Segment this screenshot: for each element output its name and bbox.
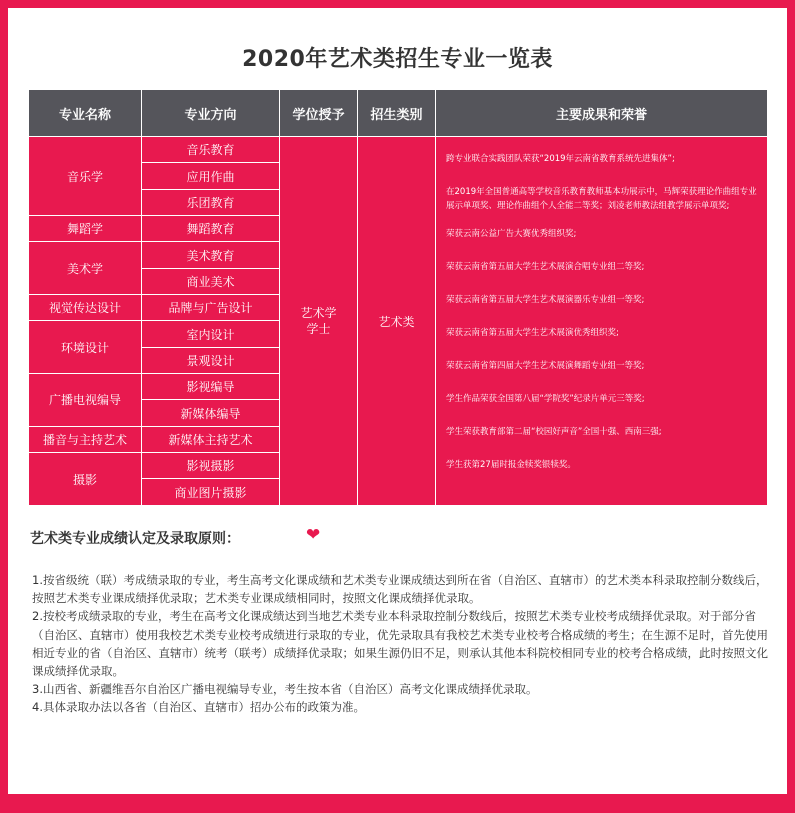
achievement-item: 跨专业联合实践团队荣获“2019年云南省教育系统先进集体”; (446, 154, 675, 164)
direction-cell: 音乐教育 (142, 137, 280, 163)
heart-icon: ❤ (306, 525, 321, 545)
major-name-cell: 广播电视编导 (29, 374, 142, 427)
direction-cell: 影视编导 (142, 374, 280, 400)
achievement-item: 在2019年全国普通高等学校音乐教育教师基本功展示中，马辉荣获理论作曲组专业展示单项奖、理论作曲组个人全能二等奖；刘凌老师教法组教学展示单项奖; (446, 187, 757, 211)
major-name-cell: 播音与主持艺术 (29, 426, 142, 452)
achievement-item: 荣获云南省第四届大学生艺术展演舞蹈专业组一等奖; (446, 361, 645, 371)
direction-cell: 新媒体编导 (142, 400, 280, 426)
principle-item: 3.山西省、新疆维吾尔自治区广播电视编导专业，考生按本省（自治区）高考文化课成绩择优录取。 (32, 682, 538, 697)
direction-cell: 新媒体主持艺术 (142, 426, 280, 452)
direction-cell: 室内设计 (142, 321, 280, 347)
achievement-item: 荣获云南公益广告大赛优秀组织奖; (446, 229, 577, 239)
header-major-name: 专业名称 (29, 90, 142, 137)
category-cell: 艺术类 (358, 137, 436, 506)
achievement-item: 学生荣获教育部第二届“校园好声音”全国十强、西南三强; (446, 427, 662, 437)
degree-line-1: 艺术学 (300, 306, 337, 320)
achievement-item: 荣获云南省第五届大学生艺术展演合唱专业组二等奖; (446, 262, 645, 272)
direction-cell: 品牌与广告设计 (142, 295, 280, 321)
direction-cell: 应用作曲 (142, 163, 280, 189)
header-category: 招生类别 (358, 90, 436, 137)
header-achievements: 主要成果和荣誉 (436, 90, 768, 137)
major-name-cell: 摄影 (29, 453, 142, 506)
principles-heading: 艺术类专业成绩认定及录取原则： (30, 531, 240, 547)
direction-cell: 商业美术 (142, 268, 280, 294)
achievement-item: 荣获云南省第五届大学生艺术展演优秀组织奖; (446, 328, 619, 338)
major-name-cell: 舞蹈学 (29, 216, 142, 242)
principle-item: 1.按省级统（联）考成绩录取的专业，考生高考文化课成绩和艺术类专业课成绩达到所在省（自治区、直辖市）的艺术类本科录取控制分数线后，按照艺术类专业课成绩择优录取；艺术类专业课成绩相同时，按照文化课成绩择优录取。 (32, 573, 768, 606)
page-title: 2020年艺术类招生专业一览表 (242, 47, 553, 72)
degree-cell (280, 137, 358, 506)
principles-list (32, 571, 770, 717)
achievement-item: 学生作品荣获全国第八届“学院奖”纪录片单元三等奖; (446, 394, 645, 404)
major-name-cell: 美术学 (29, 242, 142, 295)
major-name-cell: 环境设计 (29, 321, 142, 374)
achievements-cell (436, 137, 768, 506)
header-direction: 专业方向 (142, 90, 280, 137)
direction-cell: 乐团教育 (142, 189, 280, 215)
table-header-row (29, 90, 768, 137)
table-row (29, 137, 768, 163)
principle-item: 4.具体录取办法以各省（自治区、直辖市）招办公布的政策为准。 (32, 700, 365, 715)
major-name-cell: 音乐学 (29, 137, 142, 216)
achievement-item: 荣获云南省第五届大学生艺术展演器乐专业组一等奖; (446, 295, 645, 305)
direction-cell: 商业图片摄影 (142, 479, 280, 506)
majors-table (28, 89, 768, 506)
major-name-cell: 视觉传达设计 (29, 295, 142, 321)
header-degree: 学位授予 (280, 90, 358, 137)
principle-item: 2.按校考成绩录取的专业，考生在高考文化课成绩达到当地艺术类专业本科录取控制分数线后，按照艺术类专业校考成绩择优录取。对于部分省（自治区、直辖市）使用我校艺术类专业校考成绩进行录取的专业，优先录取具有我校艺术类专业校考合格成绩的考生；在生源不足时，首先使用相近专业的省（自治区、直辖市）统考（联考）成绩择优录取；如果生源仍旧不足，则承认其他本科院校相同专业的校考合格成绩，此时按照文化课成绩择优录取。 (32, 609, 768, 679)
achievement-item: 学生获第27届时报金犊奖银犊奖。 (446, 460, 576, 470)
direction-cell: 影视摄影 (142, 453, 280, 479)
direction-cell: 舞蹈教育 (142, 216, 280, 242)
degree-line-2: 学士 (306, 322, 331, 336)
direction-cell: 景观设计 (142, 347, 280, 373)
direction-cell: 美术教育 (142, 242, 280, 268)
